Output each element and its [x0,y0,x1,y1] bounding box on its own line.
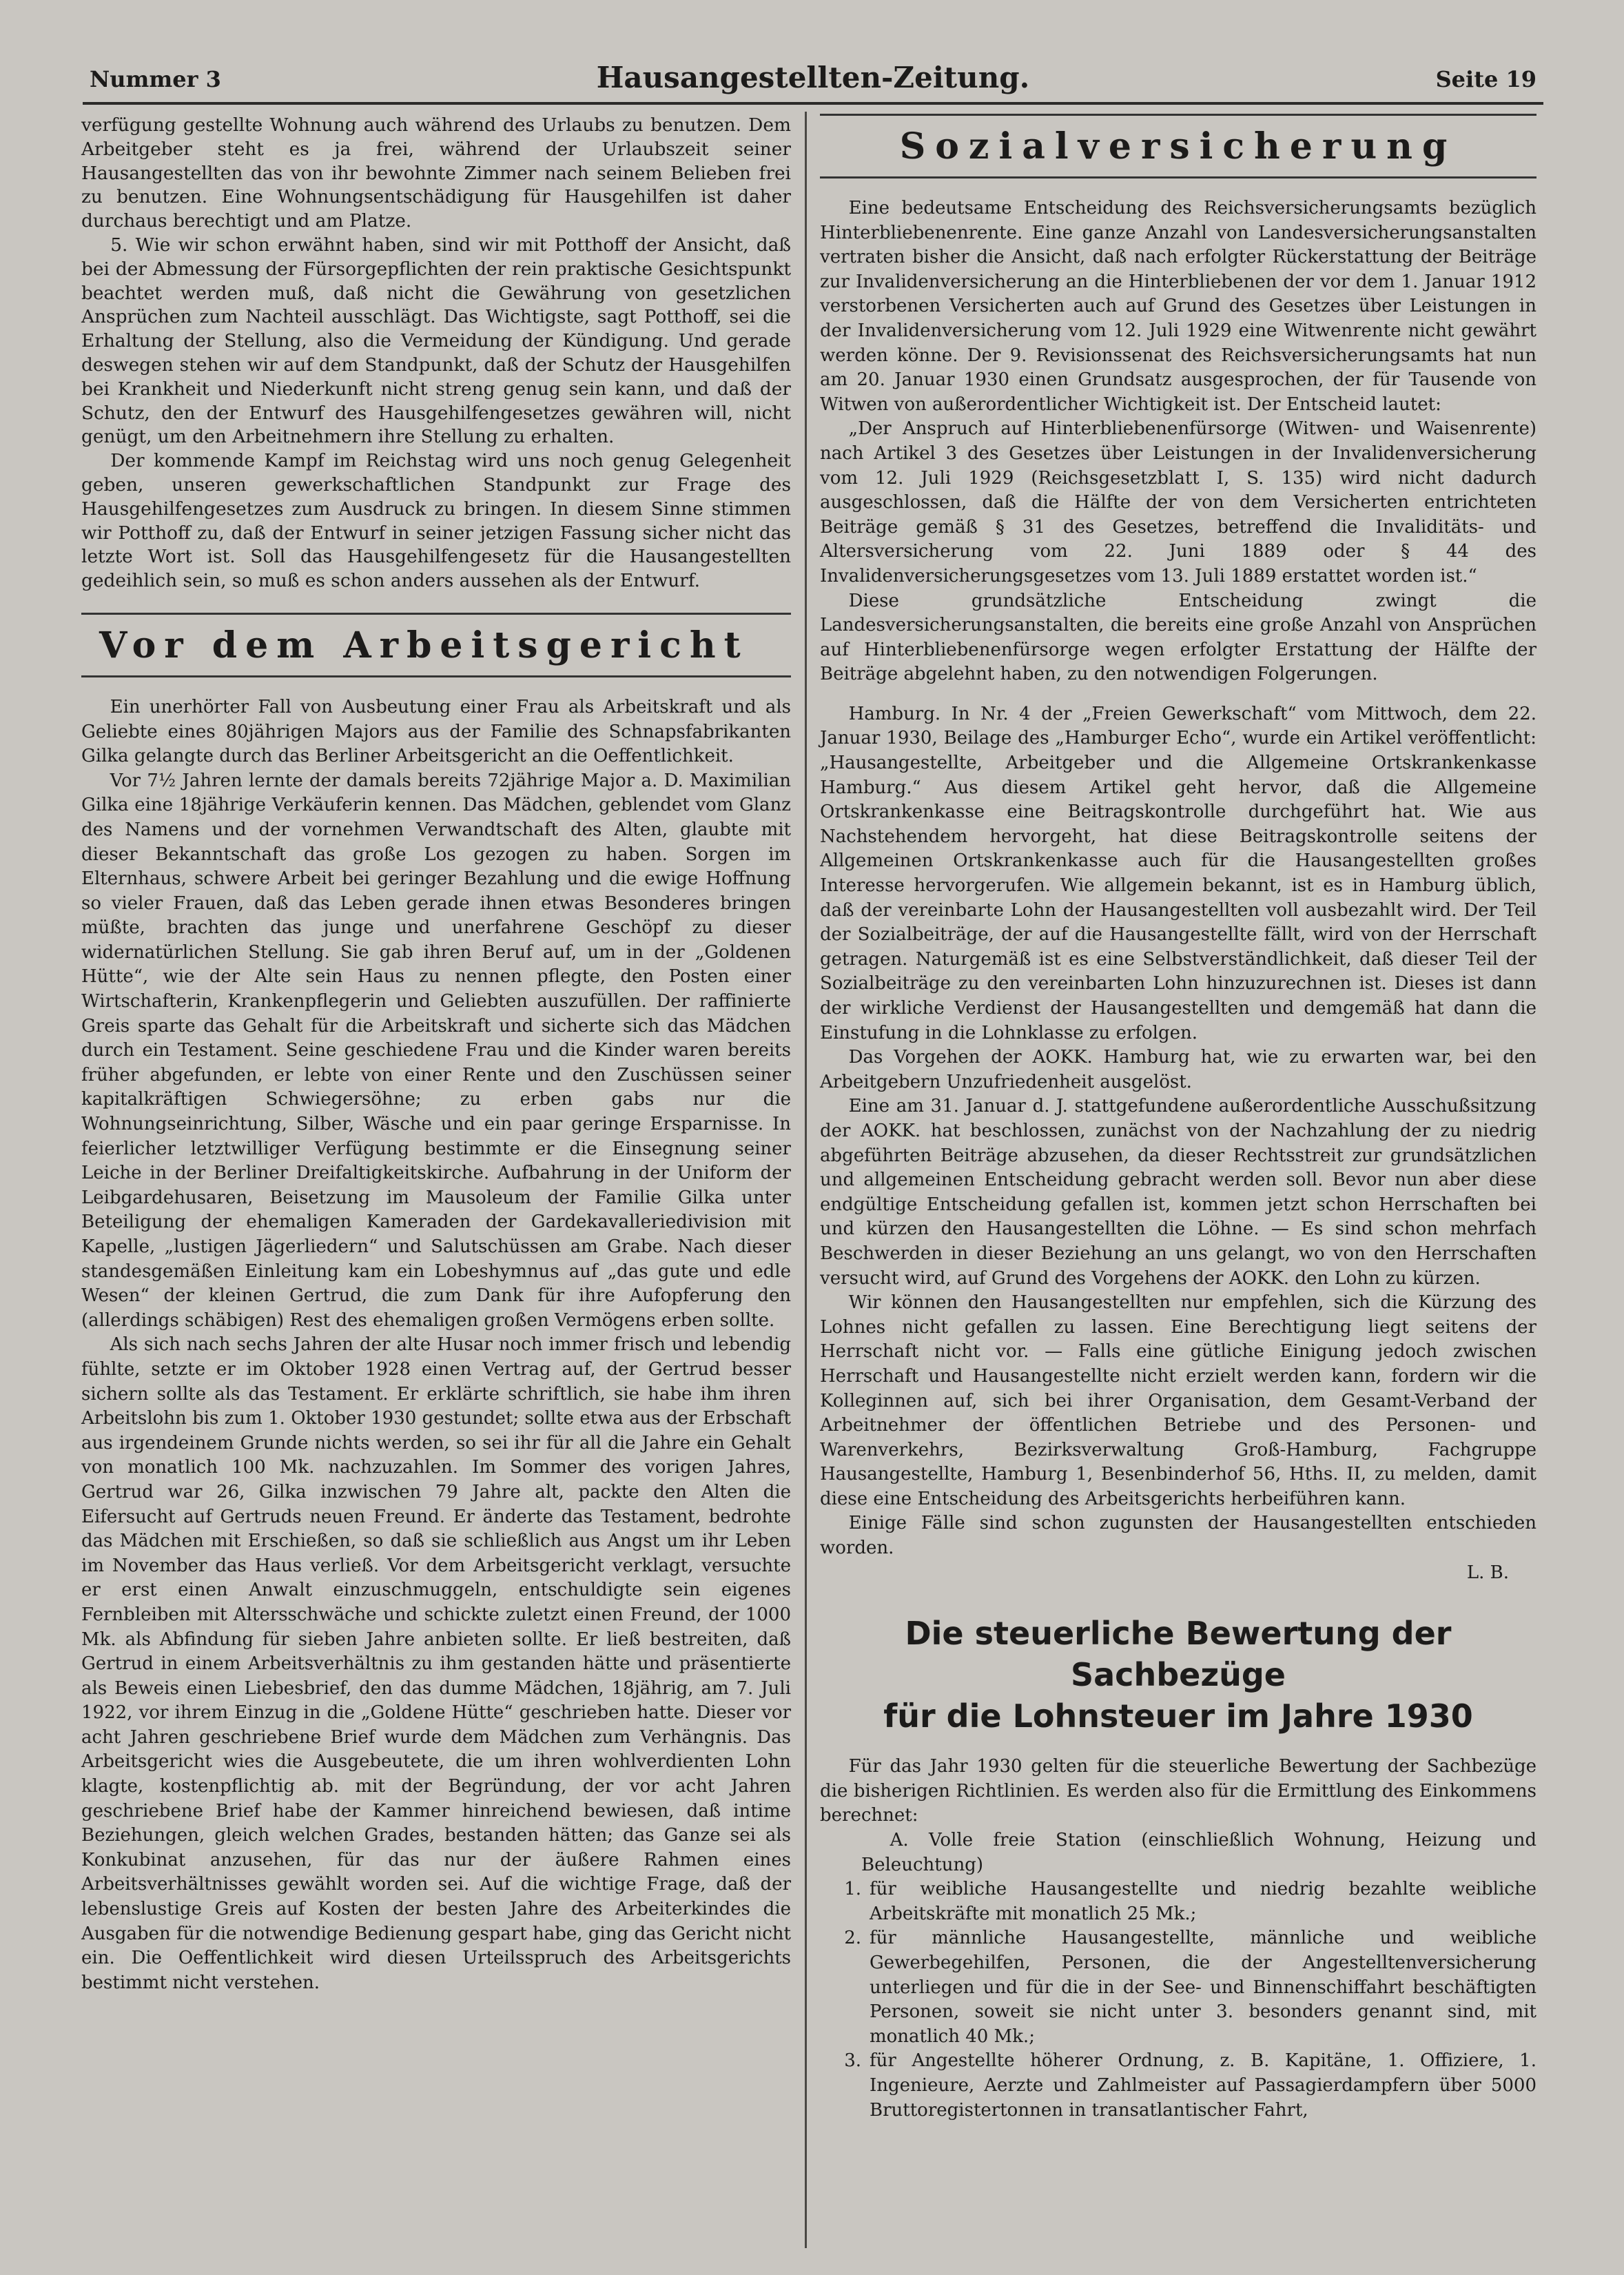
header-rule [83,102,1543,105]
list-text: für weibliche Hausangestellte und niedrig bezahlte weibliche Arbeitskräfte mit monatlich 25 Mk.; [870,1879,1536,1924]
list-item [820,1877,1536,1926]
list-item [820,1926,1536,2049]
article-heading-sachbezuege [820,1613,1536,1737]
paragraph: Vor 7½ Jahren lernte der damals bereits 72jährige Major a. D. Maximilian Gilka eine 18jährige Verkäuferin kennen. Das Mädchen, geblendet vom Glanz des Namens und der vornehmen Verwandtschaft des Alten, glaubte mit dieser Bekanntschaft das große Los gezogen zu haben. Sorgen im Elternhaus, schwere Arbeit bei geringer Bezahlung und die ewige Hoffnung so vieler Frauen, daß das Leben gerade ihnen etwas Besonderes bringen müßte, brachten das junge und unerfahrene Geschöpf zu dieser widernatürlichen Stellung. Sie gab ihren Beruf auf, um in der „Goldenen Hütte“, wie der Alte sein Haus zu nennen pflegte, den Posten einer Wirtschafterin, Krankenpflegerin und Geliebten auszufüllen. Der raffinierte Greis sparte das Gehalt für die Arbeitskraft und sicherte sich das Mädchen durch ein Testament. Seine geschiedene Frau und die Kinder waren bereits früher abgefunden, er lebte von einer Rente und den Zuschüssen seiner kapitalkräftigen Schwiegersöhne; zu erben gabs nur die Wohnungseinrichtung, Silber, Wäsche und ein paar geringe Ersparnisse. In feierlicher letztwilliger Verfügung bestimmte er die Einsegnung seiner Leiche in der Berliner Dreifaltigkeitskirche. Aufbahrung in der Uniform der Leibgardehusaren, Beisetzung im Mausoleum der Familie Gilka unter Beteiligung der ehemaligen Kameraden der Gardekavalleriedivision mit Kapelle, „lustigen Jägerliedern“ und Salutschüssen am Grabe. Nach dieser standesgemäßen Einleitung kam ein Lobeshymnus auf „das gute und edle Wesen“ der kleinen Gertrud, die zum Dank für ihre Aufopferung den (allerdings schäbigen) Rest des ehemaligen großen Vermögens erben sollte. [81,770,791,1331]
list-number: 2. [844,1928,861,1949]
page-header [90,61,1536,102]
author-signature: L. B. [1466,1562,1509,1583]
quoted-decision: „Der Anspruch auf Hinterbliebenenfürsorge (Witwen- und Waisenrente) nach Artikel 3 des Gesetzes über Leistungen in der Invalidenversicherung vom 12. Juli 1929 (Reichsgesetzblatt I, S. 135) wird nicht dadurch ausgeschlossen, daß die Hälfte der von dem Versicherten entrichteten Beiträge gemäß § 31 des Gesetzes, betreffend die Invaliditäts- und Altersversicherung vom 22. Juni 1889 oder § 44 des Invalidenversicherungsgesetzes vom 13. Juli 1889 erstattet worden ist.“ [820,418,1536,586]
newspaper-title: Hausangestellten-Zeitung. [596,61,1030,94]
paragraph: Das Vorgehen der AOKK. Hamburg hat, wie zu erwarten war, bei den Arbeitgebern Unzufriedenheit ausgelöst. [820,1047,1536,1092]
article-hinterbliebenenrente [820,196,1536,687]
continuation-text [81,114,791,593]
heading-line: für die Lohnsteuer im Jahre 1930 [883,1697,1473,1735]
left-column [81,114,791,1995]
paragraph: Einige Fälle sind schon zugunsten der Hausangestellten entschieden worden. [820,1513,1536,1559]
paragraph: Eine am 31. Januar d. J. stattgefundene außerordentliche Ausschußsitzung der AOKK. hat beschlossen, zunächst von der Nachzahlung der zu niedrig abgeführten Beiträge abzusehen, da dieser Rechtsstreit zur grundsätzlichen und allgemeinen Entscheidung gebracht werden soll. Bevor nun aber diese endgültige Entscheidung gefallen ist, kommen jetzt schon Herrschaften bei und kürzen den Hausangestellten die Löhne. — Es sind schon mehrfach Beschwerden in dieser Beziehung an uns gelangt, wo von den Herrschaften versucht wird, auf Grund des Vorgehens der AOKK. den Lohn zu kürzen. [820,1096,1536,1289]
paragraph: Eine bedeutsame Entscheidung des Reichsversicherungsamts bezüglich Hinterbliebenenrente. Eine ganze Anzahl von Landesversicherungsanstalten vertraten bisher die Ansicht, daß nach erfolgter Rückerstattung der Beiträge zur Invalidenversicherung an die Hinterbliebenen der vor dem 1. Januar 1912 verstorbenen Versicherten auch auf Grund des Gesetzes über Leistungen in der Invalidenversicherung vom 12. Juli 1929 eine Witwenrente nicht gewährt werden könne. Der 9. Revisionssenat des Reichsversicherungsamts hat nun am 20. Januar 1930 einen Grundsatz ausgesprochen, der für Tausende von Witwen von außerordentlicher Wichtigkeit ist. Der Entscheid lautet: [820,198,1536,415]
section-heading-arbeitsgericht: Vor dem Arbeitsgericht [81,613,791,677]
section-heading-sozialversicherung: Sozialversicherung [820,114,1536,178]
paragraph: Wir können den Hausangestellten nur empfehlen, sich die Kürzung des Lohnes nicht gefallen zu lassen. Eine Berechtigung liegt seitens der Herrschaft nicht vor. — Falls eine gütliche Einigung jedoch zwischen Herrschaft und Hausangestellte nicht erzielt werden kann, fordern wir die Kolleginnen auf, sich bei ihrer Organisation, dem Gesamt-Verband der Arbeitnehmer der öffentlichen Betriebe und des Personen- und Warenverkehrs, Bezirksverwaltung Groß-Hamburg, Fachgruppe Hausangestellte, Hamburg 1, Besenbinderhof 56, Hths. II, zu melden, damit diese eine Entscheidung des Arbeitsgerichts herbeiführen kann. [820,1292,1536,1509]
paragraph: Diese grundsätzliche Entscheidung zwingt die Landesversicherungsanstalten, die bereits eine große Anzahl von Ansprüchen auf Hinterbliebenenfürsorge wegen erfolgter Erstattung der Hälfte der Beiträge abgelehnt haben, zu den notwendigen Folgerungen. [820,590,1536,685]
paragraph: verfügung gestellte Wohnung auch während des Urlaubs zu benutzen. Dem Arbeitgeber steht es ja frei, während der Urlaubszeit seiner Hausangestellten das von ihr bewohnte Zimmer nach seinem Belieben frei zu benutzen. Eine Wohnungsentschädigung für Hausgehilfen ist daher durchaus berechtigt und am Platze. [81,114,791,232]
list-number: 1. [844,1879,861,1900]
list-text: für Angestellte höherer Ordnung, z. B. Kapitäne, 1. Offiziere, 1. Ingenieure, Aerzte und Zahlmeister auf Passagierdampfern über 5000 Bruttoregistertonnen in transatlantischer Fahrt, [870,2050,1536,2121]
paragraph: 5. Wie wir schon erwähnt haben, sind wir mit Potthoff der Ansicht, daß bei der Abmessung der Fürsorgepflichten der rein praktische Gesichtspunkt beachtet werden muß, daß nicht die Gewährung von gesetzlichen Ansprüchen zum Nachteil ausschlägt. Das Wichtigste, sagt Potthoff, sei die Erhaltung der Stellung, also die Vermeidung der Kündigung. Und gerade deswegen stehen wir auf dem Standpunkt, daß der Schutz der Hausgehilfen bei Krankheit und Niederkunft nicht streng genug sein kann, und daß der Schutz, den der Entwurf des Hausgehilfengesetzes gewähren will, nicht genügt, um den Arbeitnehmern ihre Stellung zu erhalten. [81,234,791,448]
heading-line: Die steuerliche Bewertung der Sachbezüge [905,1615,1452,1694]
paragraph: Für das Jahr 1930 gelten für die steuerliche Bewertung der Sachbezüge die bisherigen Richtlinien. Es werden also für die Ermittlung des Einkommens berechnet: [820,1756,1536,1826]
column-divider [805,112,807,2248]
paragraph: Als sich nach sechs Jahren der alte Husar noch immer frisch und lebendig fühlte, setzte er im Oktober 1928 einen Vertrag auf, der Gertrud besser sichern sollte als das Testament. Er erklärte schriftlich, sie habe ihm ihren Arbeitslohn bis zum 1. Oktober 1930 gestundet; sollte etwa aus der Erbschaft aus irgendeinem Grunde nichts werden, so sei ihr für all die Jahre ein Gehalt von monatlich 100 Mk. nachzuzahlen. Im Sommer des vorigen Jahres, Gertrud war 26, Gilka inzwischen 79 Jahre alt, packte den Alten die Eifersucht auf Gertruds neuen Freund. Er änderte das Testament, bedrohte das Mädchen mit Erschießen, so daß sie schließlich aus Angst um ihr Leben im November das Haus verließ. Vor dem Arbeitsgericht verklagt, versuchte er erst einen Anwalt einzuschmuggeln, entschuldigte sein eigenes Fernbleiben mit Altersschwäche und schickte zuletzt einen Freund, der 1000 Mk. als Abfindung für sieben Jahre anbieten sollte. Er ließ bestreiten, daß Gertrud in einem Arbeitsverhältnis zu ihm gestanden hätte und präsentierte als Beweis einen Liebesbrief, den das dumme Mädchen, 18jährig, am 7. Juli 1922, vor ihrem Einzug in die „Goldene Hütte“ geschrieben hatte. Dieser vor acht Jahren geschriebene Brief wurde dem Mädchen zum Verhängnis. Das Arbeitsgericht wies die Ausgebeutete, die um ihren wohlverdienten Lohn klagte, kostenpflichtig ab. mit der Begründung, der vor acht Jahren geschriebene Brief habe der Kammer hinreichend bewiesen, daß intime Beziehungen, gleich welchen Grades, bestanden hätten; das Ganze sei als Konkubinat anzusehen, für das nur der äußere Rahmen eines Arbeitsverhältnisses gewählt worden sei. Auf die wichtige Frage, daß der lebenslustige Greis auf Kosten der besten Jahre des Arbeiterkindes die Ausgaben für die notwendige Bedienung gespart habe, ging das Gericht nicht ein. Die Oeffentlichkeit wird diesen Urteilsspruch des Arbeitsgerichts bestimmt nicht verstehen. [81,1334,791,1993]
article-hamburg [820,702,1536,1585]
page-number: Seite 19 [1435,66,1536,92]
paragraph: Hamburg. In Nr. 4 der „Freien Gewerkschaft“ vom Mittwoch, dem 22. Januar 1930, Beilage des „Hamburger Echo“, wurde ein Artikel veröffentlicht: „Hausangestellte, Arbeitgeber und die Allgemeine Ortskrankenkasse Hamburg.“ Aus diesem Artikel geht hervor, daß die Allgemeine Ortskrankenkasse eine Beitragskontrolle durchgeführt hat. Wie aus Nachstehendem hervorgeht, hat diese Beitragskontrolle seitens der Allgemeinen Ortskrankenkasse auch für die Hausangestellten großes Interesse hervorgerufen. Wie allgemein bekannt, ist es in Hamburg üblich, daß der vereinbarte Lohn der Hausangestellten voll ausbezahlt wird. Der Teil der Sozialbeiträge, der auf die Hausangestellte fällt, wird von der Herrschaft getragen. Naturgemäß ist es eine Selbstverständlichkeit, daß dieser Teil der Sozialbeiträge zu den vereinbarten Lohn hinzuzurechnen ist. Dieses ist dann der wirkliche Verdienst der Hausangestellten und demgemäß hat dann die Einstufung in die Lohnklasse zu erfolgen. [820,703,1536,1043]
paragraph: Ein unerhörter Fall von Ausbeutung einer Frau als Arbeitskraft und als Geliebte eines 80jährigen Majors aus der Familie des Schnapsfabrikanten Gilka gelangte durch das Berliner Arbeitsgericht an die Oeffentlichkeit. [81,696,791,767]
right-column [820,114,1536,2123]
list-item [820,2049,1536,2123]
section-label: A. Volle freie Station (einschließlich Wohnung, Heizung und Beleuchtung) [861,1830,1536,1875]
issue-number: Nummer 3 [90,66,221,92]
article-arbeitsgericht [81,695,791,1995]
paragraph: Der kommende Kampf im Reichstag wird uns noch genug Gelegenheit geben, unseren gewerkschaftlichen Standpunkt zur Frage des Hausgehilfengesetzes zum Ausdruck zu bringen. In diesem Sinne stimmen wir Potthoff zu, daß der Entwurf in seiner jetzigen Fassung sicher nicht das letzte Wort ist. Soll das Hausgehilfengesetz für die Hausangestellten gedeihlich sein, so muß es schon anders aussehen als der Entwurf. [81,450,791,592]
list-text: für männliche Hausangestellte, männliche und weibliche Gewerbegehilfen, Personen, die der Angestelltenversicherung unterliegen und für die in der See- und Binnenschiffahrt beschäftigten Personen, soweit sie nicht unter 3. besonders genannt sind, mit monatlich 40 Mk.; [870,1928,1536,2047]
article-sachbezuege [820,1755,1536,2123]
list-number: 3. [844,2050,861,2072]
